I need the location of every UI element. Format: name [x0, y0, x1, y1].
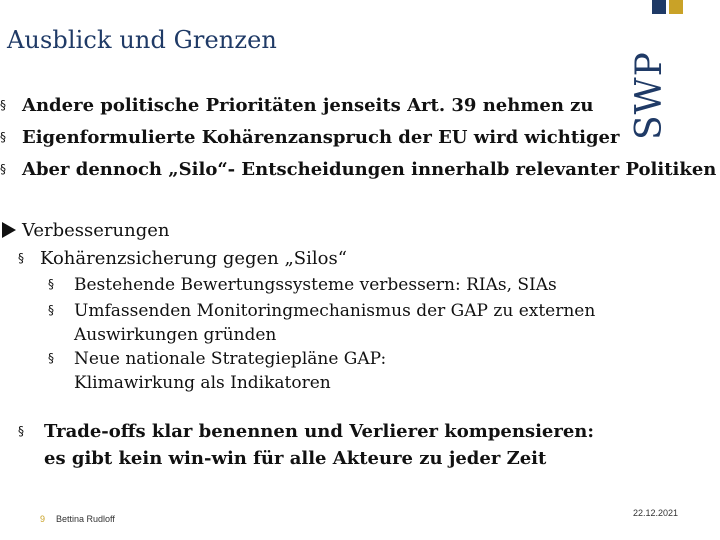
- author-name: Bettina Rudloff: [56, 514, 115, 524]
- list-item: § Bestehende Bewertungssysteme verbessern: RIAs, SIAs: [74, 272, 674, 297]
- logo-square-gold: [669, 0, 683, 14]
- slide-title: Ausblick und Grenzen: [7, 26, 277, 54]
- logo-wordmark: SWP: [629, 51, 670, 140]
- bullet-marker: §: [0, 130, 6, 144]
- improvements-subheading: § Kohärenzsicherung gegen „Silos“: [18, 248, 347, 269]
- bullet-marker: §: [0, 98, 6, 112]
- bullet-marker: §: [48, 351, 54, 365]
- list-item: § Neue nationale Strategiepläne GAP: Klimawirkung als Indikatoren: [74, 346, 404, 395]
- swp-logo: [626, 0, 696, 150]
- bullet-marker: §: [0, 162, 6, 176]
- list-item: § Umfassenden Monitoringmechanismus der GAP zu externen Auswirkungen gründen: [74, 298, 654, 347]
- slide-date: 22.12.2021: [632, 508, 678, 518]
- logo-square-blue: [652, 0, 666, 14]
- arrow-right-icon: [2, 222, 16, 238]
- tradeoff-bullet: § Trade-offs klar benennen und Verlierer kompensieren: es gibt kein win-win für alle Akteure zu jeder Zeit: [18, 418, 658, 472]
- top-bullet: § Eigenformulierte Kohärenzanspruch der EU wird wichtiger: [0, 127, 620, 148]
- bullet-marker: §: [18, 251, 24, 265]
- bullet-marker: §: [48, 303, 54, 317]
- top-bullet: § Aber dennoch „Silo“- Entscheidungen innerhalb relevanter Politiken: [0, 159, 717, 180]
- bullet-marker: §: [48, 277, 54, 291]
- improvements-heading: Verbesserungen: [2, 220, 169, 241]
- top-bullet: § Andere politische Prioritäten jenseits Art. 39 nehmen zu: [0, 95, 594, 116]
- bullet-marker: §: [18, 424, 24, 438]
- page-number: 9: [40, 514, 46, 524]
